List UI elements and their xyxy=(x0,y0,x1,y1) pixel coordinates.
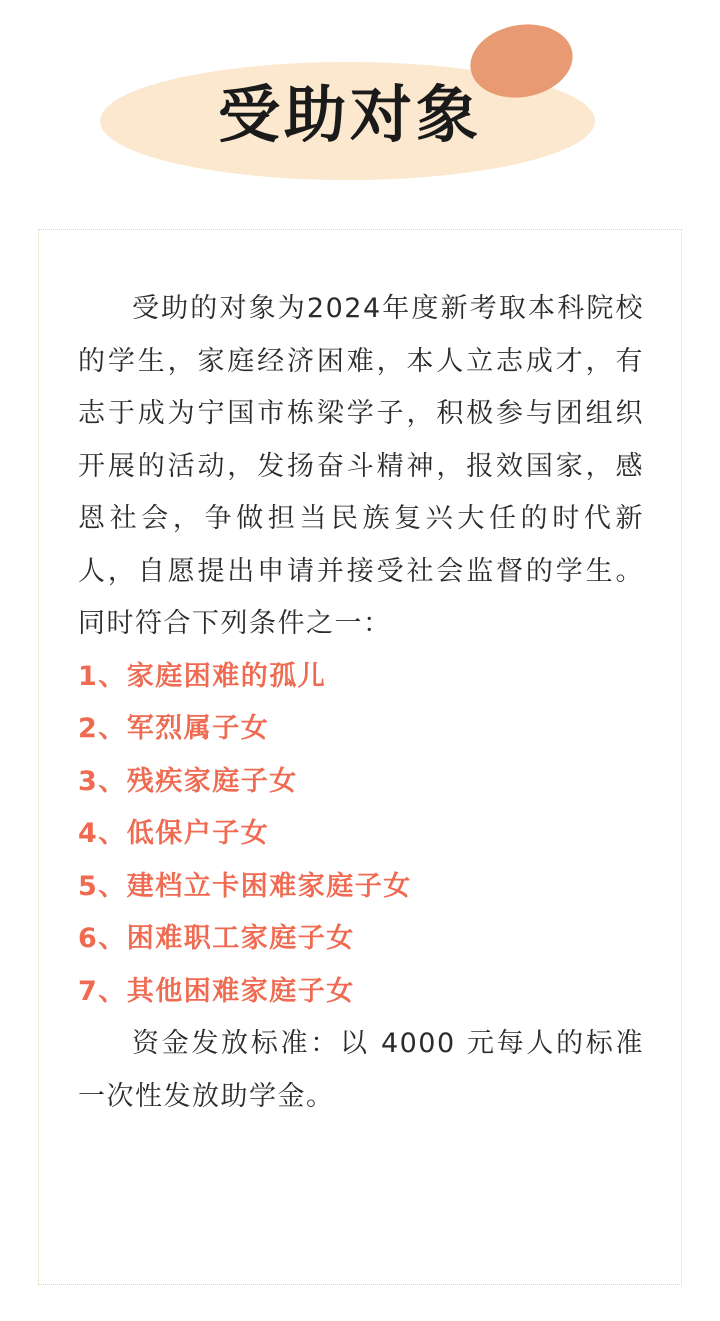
condition-item-3: 3、残疾家庭子女 xyxy=(78,765,298,797)
content-body xyxy=(78,283,644,1123)
page-title: 受助对象 xyxy=(217,78,482,151)
condition-item-2: 2、军烈属子女 xyxy=(78,713,270,744)
condition-item-6: 6、困难职工家庭子女 xyxy=(78,923,355,954)
condition-item-5: 5、建档立卡困难家庭子女 xyxy=(78,870,412,902)
condition-item-7: 7、其他困难家庭子女 xyxy=(78,975,355,1007)
condition-item-4: 4、低保户子女 xyxy=(78,818,270,849)
intro-paragraph: 受助的对象为2024年度新考取本科院校的学生，家庭经济困难，本人立志成才，有志于成为宁国市栋梁学子，积极参与团组织开展的活动，发扬奋斗精神，报效国家，感恩社会，争做担当民族复兴大任的时代新人，自愿提出申请并接受社会监督的学生。同时符合下列条件之一： xyxy=(78,293,644,639)
funding-paragraph: 资金发放标准：以 4000 元每人的标准一次性发放助学金。 xyxy=(78,1028,644,1112)
condition-item-1: 1、家庭困难的孤儿 xyxy=(78,660,327,692)
